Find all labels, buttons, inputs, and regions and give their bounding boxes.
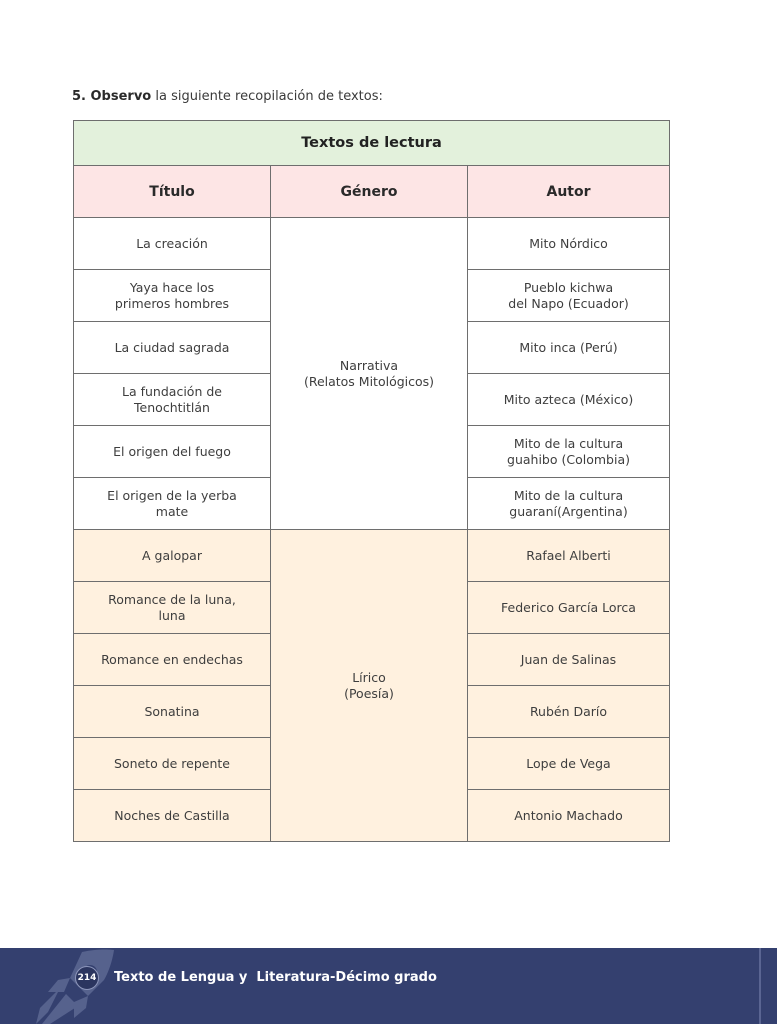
footer-title: Texto de Lengua y Literatura-Décimo grado — [114, 970, 437, 985]
genre-cell-lyric — [271, 530, 468, 842]
title-cell: Sonatina — [74, 686, 271, 738]
author-cell: Antonio Machado — [468, 790, 670, 842]
header-author: Autor — [468, 166, 670, 218]
table-row — [74, 218, 670, 270]
author-cell: Juan de Salinas — [468, 634, 670, 686]
author-cell: Mito azteca (México) — [468, 374, 670, 426]
exercise-number: 5. Observo — [72, 89, 152, 104]
author-cell: Pueblo kichwa del Napo (Ecuador) — [468, 270, 670, 322]
title-cell: La fundación de Tenochtitlán — [74, 374, 271, 426]
title-cell: La ciudad sagrada — [74, 322, 271, 374]
author-cell: Mito de la cultura guahibo (Colombia) — [468, 426, 670, 478]
title-cell: Yaya hace los primeros hombres — [74, 270, 271, 322]
title-cell: El origen de la yerba mate — [74, 478, 271, 530]
title-cell: Soneto de repente — [74, 738, 271, 790]
author-cell: Mito Nórdico — [468, 218, 670, 270]
author-cell: Rubén Darío — [468, 686, 670, 738]
genre-subtype: (Poesía) — [344, 685, 394, 701]
table-row — [74, 530, 670, 582]
title-cell: El origen del fuego — [74, 426, 271, 478]
author-cell: Federico García Lorca — [468, 582, 670, 634]
title-cell: Noches de Castilla — [74, 790, 271, 842]
title-cell: A galopar — [74, 530, 271, 582]
genre-subtype: (Relatos Mitológicos) — [303, 373, 435, 389]
header-title: Título — [74, 166, 271, 218]
author-cell: Mito de la cultura guaraní(Argentina) — [468, 478, 670, 530]
genre-name: Narrativa — [339, 357, 399, 373]
footer-edge-line — [759, 948, 761, 1024]
page-number-badge: 214 — [75, 966, 99, 990]
author-cell: Mito inca (Perú) — [468, 322, 670, 374]
exercise-instruction-text: la siguiente recopilación de textos: — [151, 89, 383, 104]
title-cell: Romance de la luna, luna — [74, 582, 271, 634]
title-cell: La creación — [74, 218, 271, 270]
table-title: Textos de lectura — [74, 121, 670, 166]
title-cell: Romance en endechas — [74, 634, 271, 686]
header-genre: Género — [271, 166, 468, 218]
genre-name: Lírico — [352, 669, 386, 685]
rocket-icon — [30, 948, 120, 1024]
exercise-instruction — [72, 89, 383, 104]
author-cell: Lope de Vega — [468, 738, 670, 790]
reading-texts-table — [73, 120, 670, 842]
genre-cell-narrative — [271, 218, 468, 530]
author-cell: Rafael Alberti — [468, 530, 670, 582]
